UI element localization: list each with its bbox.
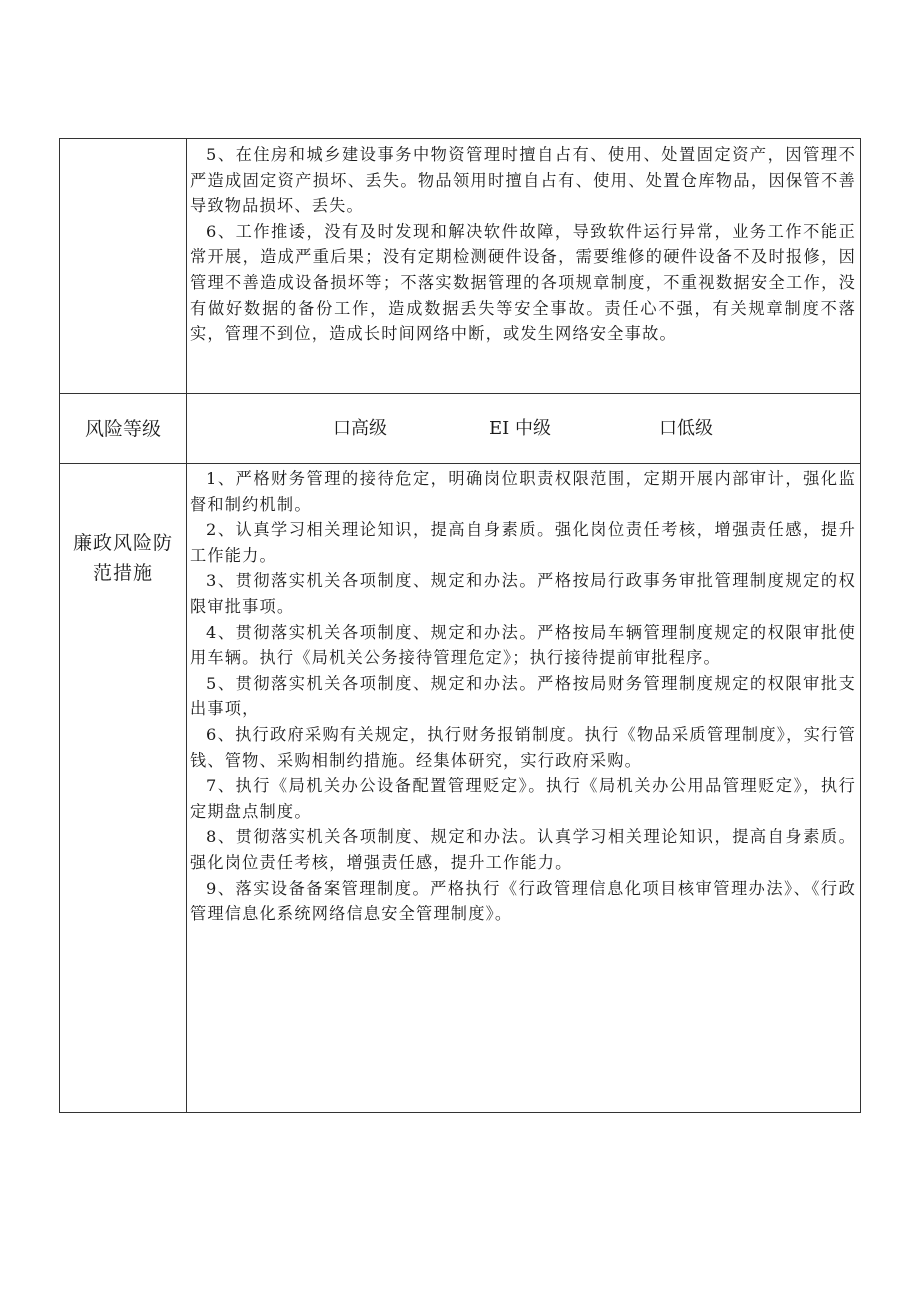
empty-label-cell [60, 139, 187, 394]
prevention-row [60, 464, 861, 1113]
prevention-item-6: 6、执行政府采购有关规定，执行财务报销制度。执行《物品采质管理制度》，实行管钱、管物、采购相制约措施。经集体研究，实行政府采购。 [190, 724, 856, 770]
prevention-item-1: 1、严格财务管理的接待危定，明确岗位职责权限范围，定期开展内部审计，强化监督和制约机制。 [190, 469, 856, 514]
risk-paragraph-6: 6、工作推诿，没有及时发现和解决软件故障，导致软件运行异常，业务工作不能正常开展，造成严重后果；没有定期检测硬件设备，需要维修的硬件设备不及时报修，因管理不善造成设备损坏等；不落实数据管理的各项规章制度，不重视数据安全工作，没有做好数据的备份工作，造成数据丢失等安全事故。责任心不强，有关规章制度不落实，管理不到位，造成长时间网络中断，或发生网络安全事故。 [190, 221, 856, 344]
prevention-item-9: 9、落实设备备案管理制度。严格执行《行政管理信息化项目核审管理办法》、《行政管理信息化系统网络信息安全管理制度》。 [190, 878, 856, 924]
prevention-item-5: 5、贯彻落实机关各项制度、规定和办法。严格按局财务管理制度规定的权限审批支出事项， [190, 673, 856, 719]
prevention-item-7: 7、执行《局机关办公设备配置管理贬定》。执行《局机关办公用品管理贬定》，执行定期盘点制度。 [190, 776, 856, 821]
prevention-item-2: 2、认真学习相关理论知识，提高自身素质。强化岗位责任考核，增强责任感，提升工作能力。 [190, 520, 856, 565]
risk-level-high-option[interactable]: 口高级 [333, 418, 387, 439]
risk-level-low-option[interactable]: 口低级 [659, 418, 713, 439]
risk-level-row [60, 394, 861, 464]
risk-paragraph-5: 5、在住房和城乡建设事务中物资管理时擅自占有、使用、处置固定资产，因管理不严造成固定资产损坏、丢失。物品领用时擅自占有、使用、处置仓库物品，因保管不善导致物品损坏、丢失。 [190, 145, 856, 216]
prevention-measures-cell [187, 464, 861, 1113]
risk-level-options-cell [187, 394, 861, 464]
risk-table [59, 138, 861, 1113]
prevention-item-3: 3、贯彻落实机关各项制度、规定和办法。严格按局行政事务审批管理制度规定的权限审批事项。 [190, 571, 856, 616]
risk-description-cell [187, 139, 861, 394]
risk-description-row [60, 139, 861, 394]
prevention-label-cell [60, 464, 187, 1113]
risk-level-label: 风险等级 [60, 394, 187, 464]
prevention-item-8: 8、贯彻落实机关各项制度、规定和办法。认真学习相关理论知识，提高自身素质。强化岗位责任考核，增强责任感，提升工作能力。 [190, 827, 856, 872]
prevention-label: 廉政风险防范措施 [72, 532, 173, 584]
risk-level-medium-option[interactable]: EI 中级 [489, 418, 551, 439]
prevention-item-4: 4、贯彻落实机关各项制度、规定和办法。严格按局车辆管理制度规定的权限审批使用车辆。执行《局机关公务接待管理危定》；执行接待提前审批程序。 [190, 622, 856, 668]
